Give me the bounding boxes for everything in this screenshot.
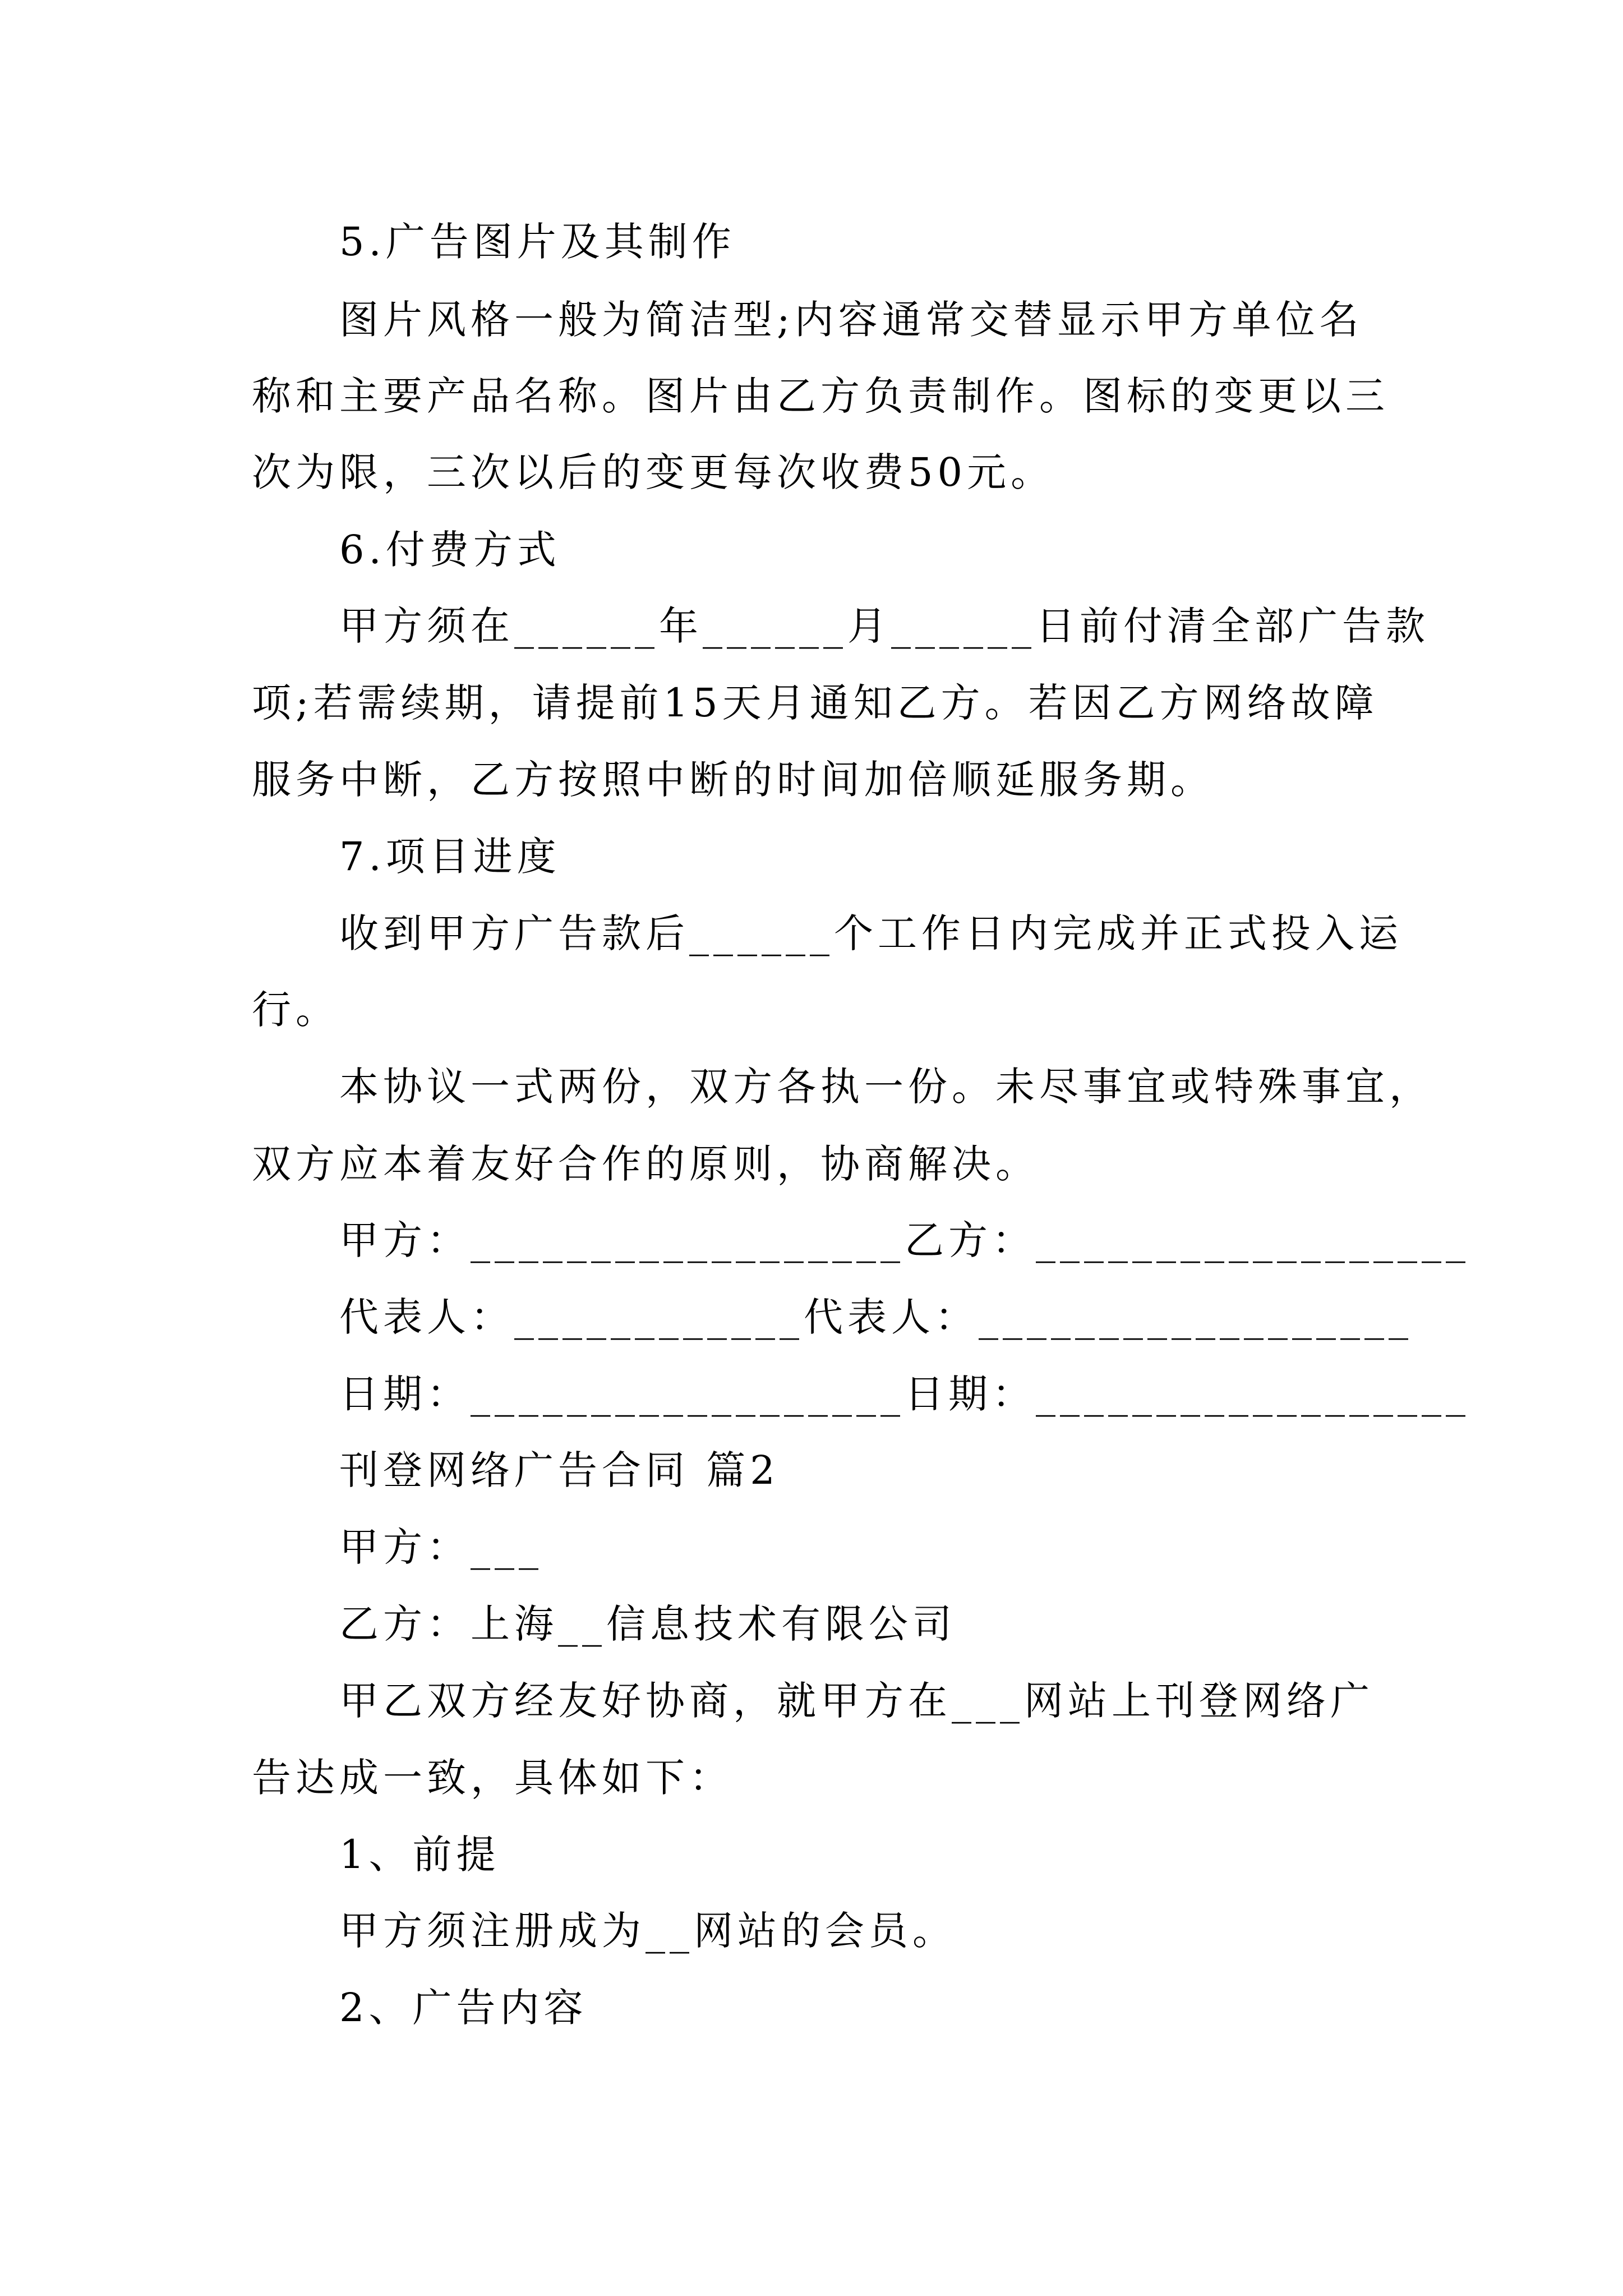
paragraph-line: 甲方须注册成为__网站的会员。 bbox=[339, 1908, 956, 1954]
paragraph-line: 次为限，三次以后的变更每次收费50元。 bbox=[252, 449, 1055, 495]
contract-title: 刊登网络广告合同 篇2 bbox=[339, 1447, 780, 1493]
paragraph-line: 图片风格一般为简洁型;内容通常交替显示甲方单位名 bbox=[339, 297, 1363, 343]
party-a-line: 甲方：___ bbox=[339, 1524, 543, 1570]
section-heading-2: 2、广告内容 bbox=[339, 1985, 588, 2031]
signature-party-line: 甲方：__________________乙方：__________________ bbox=[339, 1217, 1470, 1263]
signature-date-line: 日期：__________________日期：__________________ bbox=[339, 1371, 1470, 1417]
paragraph-line: 本协议一式两份，双方各执一份。未尽事宜或特殊事宜， bbox=[339, 1064, 1433, 1110]
paragraph-line: 甲方须在______年______月______日前付清全部广告款 bbox=[339, 603, 1430, 649]
paragraph-line: 告达成一致，具体如下： bbox=[252, 1755, 733, 1801]
paragraph-line: 收到甲方广告款后______个工作日内完成并正式投入运 bbox=[339, 910, 1403, 956]
section-heading-1: 1、前提 bbox=[339, 1832, 500, 1878]
party-b-line: 乙方：上海__信息技术有限公司 bbox=[339, 1601, 956, 1647]
paragraph-line: 行。 bbox=[252, 987, 339, 1033]
paragraph-line: 称和主要产品名称。图片由乙方负责制作。图标的变更以三 bbox=[252, 373, 1389, 419]
paragraph-line: 双方应本着友好合作的原则，协商解决。 bbox=[252, 1141, 1039, 1187]
paragraph-line: 甲乙双方经友好协商，就甲方在___网站上刊登网络广 bbox=[339, 1678, 1374, 1724]
signature-rep-line: 代表人：____________代表人：__________________ bbox=[339, 1294, 1413, 1340]
section-heading-5: 5.广告图片及其制作 bbox=[339, 219, 736, 265]
paragraph-line: 服务中断，乙方按照中断的时间加倍顺延服务期。 bbox=[252, 757, 1214, 803]
section-heading-7: 7.项目进度 bbox=[339, 834, 561, 880]
section-heading-6: 6.付费方式 bbox=[339, 527, 561, 573]
paragraph-line: 项;若需续期，请提前15天月通知乙方。若因乙方网络故障 bbox=[252, 680, 1378, 726]
